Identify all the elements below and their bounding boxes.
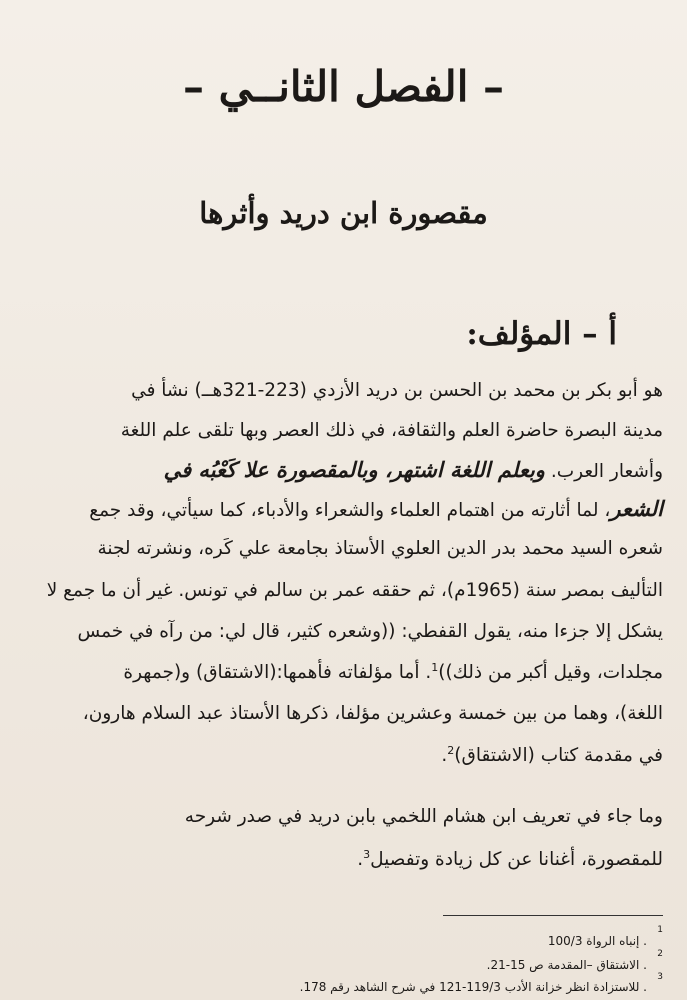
chapter-title: – الفصل الثانــي –	[182, 62, 505, 111]
text-line	[441, 744, 663, 766]
text-line: وما جاء في تعريف ابن هشام اللخمي بابن دريد في صدر شرحه	[184, 806, 663, 827]
text-line: يشكل إلا جزءا منه، يقول القفطي: ((وشعره كثير، قال لي: من رآه في خمس	[77, 621, 663, 642]
footnote-text: . إنباه الرواة 100/3	[547, 934, 647, 948]
emphasized-text: وبعلم اللغة اشتهر، وبالمقصورة علا كَعْبُه في	[163, 458, 545, 482]
footnote-ref[interactable]: 3	[363, 848, 371, 861]
text-span: ، لما أثارته من اهتمام العلماء والشعراء والأدباء، كما سيأتي، وقد جمع	[89, 500, 611, 521]
text-span: . أما مؤلفاته فأهمها:(الاشتقاق) و(جمهرة	[123, 662, 432, 684]
text-line: التأليف بمصر سنة (1965م)، ثم حققه عمر بن سالم في تونس. غير أن ما جمع لا	[46, 580, 663, 601]
text-line: شعره السيد محمد بدر الدين العلوي الأستاذ بجامعة علي كَره، ونشرته لجنة	[97, 538, 663, 559]
text-line	[357, 848, 663, 870]
text-span: للمقصورة، أغنانا عن كل زيادة وتفصيل	[370, 849, 663, 871]
subheading: أ – المؤلف:	[466, 316, 617, 352]
footnote-text: . للاستزادة انظر خزانة الأدب 119/3-121 في شرح الشاهد رقم 178.	[299, 980, 647, 994]
text-line	[123, 661, 663, 683]
text-line: مدينة البصرة حاضرة العلم والثقافة، في ذلك العصر وبها تلقى علم اللغة	[120, 420, 663, 441]
footnote-divider	[443, 915, 663, 916]
text-span: مجلدات، وقيل أكبر من ذلك))	[438, 662, 663, 684]
footnote-ref[interactable]: 1	[431, 661, 439, 674]
text-line	[89, 497, 663, 521]
section-title: مقصورة ابن دريد وأثرها	[199, 196, 488, 230]
footnote-number: 2	[657, 949, 663, 959]
footnote-text: . الاشتقاق –المقدمة ص 15-21.	[486, 958, 647, 972]
text-line: هو أبو بكر بن محمد بن الحسن بن دريد الأزدي (223-321هــ) نشأ في	[131, 380, 663, 401]
text-span: .	[441, 745, 448, 767]
footnote-number: 1	[657, 925, 663, 935]
emphasized-text: الشعر	[610, 497, 663, 521]
text-line: اللغة)، وهما من بين خمسة وعشرين مؤلفا، ذكرها الأستاذ عبد السلام هارون،	[82, 703, 663, 724]
text-span: في مقدمة كتاب (الاشتقاق)	[454, 745, 663, 767]
footnote-ref[interactable]: 2	[447, 744, 455, 757]
text-line	[164, 458, 663, 482]
text-span: وأشعار العرب.	[550, 461, 663, 482]
text-span: .	[357, 849, 364, 871]
footnote-number: 3	[657, 972, 663, 982]
